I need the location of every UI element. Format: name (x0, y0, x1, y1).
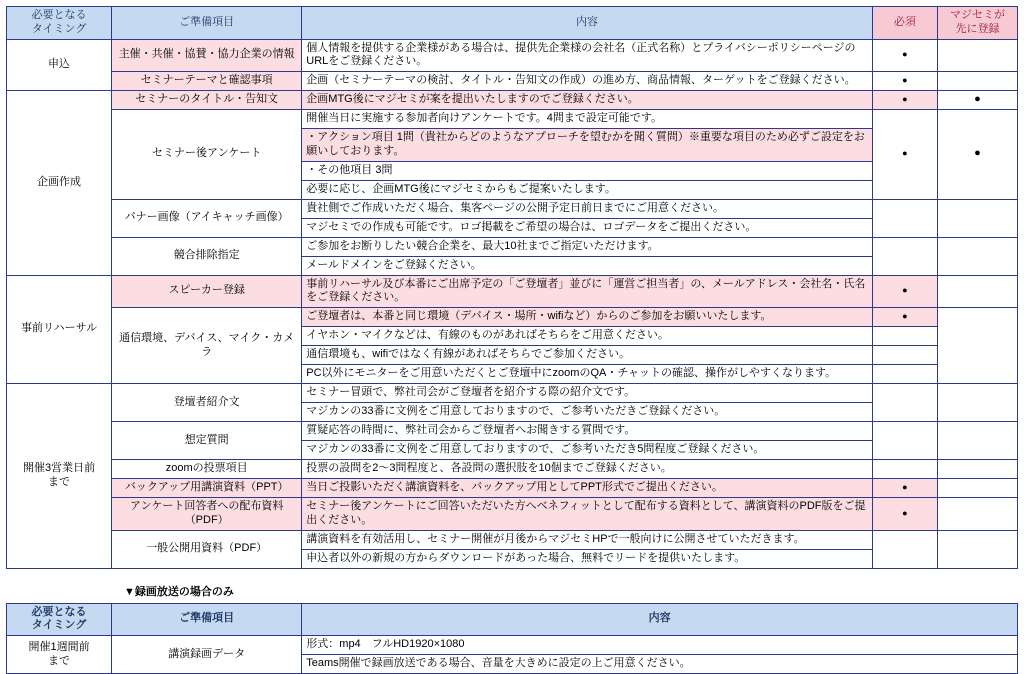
table-row (7, 498, 1018, 531)
recording-content-cell: Teams開催で録画放送である場合、音量を大きめに設定の上ご用意ください。 (302, 655, 1018, 674)
pre-register-mark: ● (937, 110, 1017, 200)
table-row (7, 237, 1018, 256)
timing-line1: 開催3営業日前 (11, 462, 107, 476)
header-pre-line1: マジセミが (942, 9, 1013, 23)
table-row (7, 422, 1018, 441)
content-cell: ・アクション項目 1問（貴社からどのようなアプローチを望むかを聞く質問）※重要な項目のため必ずご設定をお願いしております。 (302, 129, 873, 162)
recording-table-body (7, 603, 1018, 674)
content-cell: PC以外にモニターをご用意いただくとご登壇中にzoomのQA・チャットの確認、操作がしやすくなります。 (302, 365, 873, 384)
table-header (7, 7, 1018, 40)
item-cell: 一般公開用資料（PDF） (112, 530, 302, 568)
item-cell: アンケート回答者への配布資料（PDF） (112, 498, 302, 531)
recording-content-cell: 形式：mp4 フルHD1920×1080 (302, 636, 1018, 655)
required-dot (902, 147, 907, 159)
item-cell: 通信環境、デバイス、マイク・カメラ (112, 308, 302, 384)
table-row (7, 110, 1018, 129)
header-item: ご準備項目 (112, 7, 302, 40)
content-cell: ・その他項目 3問 (302, 161, 873, 180)
pre-register-mark (937, 498, 1017, 531)
content-cell: 個人情報を提供する企業様がある場合は、提供先企業様の会社名（正式名称）とプライバシーポリシーページのURLをご登録ください。 (302, 39, 873, 72)
table-row (7, 530, 1018, 549)
required-mark (872, 110, 937, 200)
required-mark (872, 327, 937, 346)
content-cell: 貴社側でご作成いただく場合、集客ページの公開予定日前日までにご用意ください。 (302, 199, 873, 218)
pre-register-mark (937, 275, 1017, 308)
recording-header-timing-line2: タイミング (11, 619, 107, 633)
required-mark (872, 308, 937, 327)
pre-register-mark (937, 72, 1017, 91)
item-cell: zoomの投票項目 (112, 460, 302, 479)
recording-header-timing (7, 603, 112, 636)
table-row (7, 460, 1018, 479)
required-dot (902, 310, 907, 322)
timing-cell-rehearsal: 事前リハーサル (7, 275, 112, 384)
content-cell: 通信環境も、wifiではなく有線があればそちらでご参加ください。 (302, 346, 873, 365)
pre-register-mark (937, 237, 1017, 275)
preparation-table (6, 6, 1018, 569)
recording-header-content: 内容 (302, 603, 1018, 636)
required-mark (872, 72, 937, 91)
header-timing-line1: 必要となる (11, 9, 107, 23)
header-pre-register (937, 7, 1017, 40)
required-mark (872, 39, 937, 72)
content-cell: 事前リハーサル及び本番にご出席予定の「ご登壇者」並びに「運営ご担当者」の、メールアドレス・会社名・氏名をご登録ください。 (302, 275, 873, 308)
content-cell: マジカンの33番に文例をご用意しておりますので、ご参考いただきご登録ください。 (302, 403, 873, 422)
content-cell: 当日ご投影いただく講演資料を、バックアップ用としてPPT形式でご提出ください。 (302, 479, 873, 498)
required-mark (872, 479, 937, 498)
timing-cell-moushikomi: 申込 (7, 39, 112, 91)
item-cell: 登壇者紹介文 (112, 384, 302, 422)
required-mark (872, 237, 937, 275)
required-mark (872, 199, 937, 237)
table-row (7, 308, 1018, 327)
required-mark (872, 460, 937, 479)
pre-register-mark (937, 39, 1017, 72)
pre-register-mark: ● (937, 91, 1017, 110)
pre-register-mark (937, 530, 1017, 568)
table-row (7, 636, 1018, 655)
recording-timing-cell (7, 636, 112, 674)
header-timing-line2: タイミング (11, 23, 107, 37)
item-cell: スピーカー登録 (112, 275, 302, 308)
content-cell: ご登壇者は、本番と同じ環境（デバイス・場所・wifiなど）からのご参加をお願いいたします。 (302, 308, 873, 327)
table-row (7, 39, 1018, 72)
required-mark (872, 530, 937, 568)
header-required: 必須 (872, 7, 937, 40)
required-mark (872, 365, 937, 384)
timing-cell-3days (7, 384, 112, 569)
table-row (7, 384, 1018, 403)
timing-cell-kikaku: 企画作成 (7, 91, 112, 276)
table-row (7, 72, 1018, 91)
recording-header-row (7, 603, 1018, 636)
required-mark (872, 346, 937, 365)
item-cell: 競合排除指定 (112, 237, 302, 275)
recording-timing-line1: 開催1週間前 (11, 641, 107, 655)
content-cell: マジカンの33番に文例をご用意しておりますので、ご参考いただき5問程度ご登録ください。 (302, 441, 873, 460)
header-content: 内容 (302, 7, 873, 40)
content-cell: 講演資料を有効活用し、セミナー開催が月後からマジセミHPで一般向けに公開させていただきます。 (302, 530, 873, 549)
required-mark (872, 384, 937, 422)
required-mark (872, 91, 937, 110)
pre-register-mark (937, 479, 1017, 498)
table-row (7, 199, 1018, 218)
required-mark (872, 422, 937, 460)
pre-register-mark (937, 460, 1017, 479)
pre-register-mark (937, 384, 1017, 422)
recording-timing-line2: まで (11, 655, 107, 669)
content-cell: 投票の設問を2～3問程度と、各設問の選択肢を10個までご登録ください。 (302, 460, 873, 479)
timing-line2: まで (11, 476, 107, 490)
content-cell: ご参加をお断りしたい競合企業を、最大10社までご指定いただけます。 (302, 237, 873, 256)
header-timing (7, 7, 112, 40)
content-cell: セミナー冒頭で、弊社司会がご登壇者を紹介する際の紹介文です。 (302, 384, 873, 403)
table-row (7, 275, 1018, 308)
table-row (7, 479, 1018, 498)
item-cell: 主催・共催・協賛・協力企業の情報 (112, 39, 302, 72)
pre-register-mark (937, 199, 1017, 237)
pre-register-mark (937, 422, 1017, 460)
header-pre-line2: 先に登録 (942, 23, 1013, 37)
content-cell: 企画MTG後にマジセミが案を提出いたしますのでご登録ください。 (302, 91, 873, 110)
content-cell: 必要に応じ、企画MTG後にマジセミからもご提案いたします。 (302, 180, 873, 199)
table-body (7, 39, 1018, 568)
item-cell: セミナー後アンケート (112, 110, 302, 200)
content-cell: メールドメインをご登録ください。 (302, 256, 873, 275)
recording-item-cell: 講演録画データ (112, 636, 302, 674)
required-mark (872, 275, 937, 308)
pre-register-mark (937, 308, 1017, 384)
content-cell: セミナー後アンケートにご回答いただいた方へベネフィットとして配布する資料として、講演資料のPDF版をご提出ください。 (302, 498, 873, 531)
content-cell: 開催当日に実施する参加者向けアンケートです。4問まで設定可能です。 (302, 110, 873, 129)
content-cell: 質疑応答の時間に、弊社司会からご登壇者へお聞きする質問です。 (302, 422, 873, 441)
content-cell: 申込者以外の新規の方からダウンロードがあった場合、無料でリードを提供いたします。 (302, 549, 873, 568)
item-cell: バックアップ用講演資料（PPT） (112, 479, 302, 498)
header-row (7, 7, 1018, 40)
table-row (7, 91, 1018, 110)
item-cell: セミナーのタイトル・告知文 (112, 91, 302, 110)
item-cell: セミナーテーマと確認事項 (112, 72, 302, 91)
content-cell: 企画（セミナーテーマの検討、タイトル・告知文の作成）の進め方、商品情報、ターゲットをご登録ください。 (302, 72, 873, 91)
item-cell: バナー画像（アイキャッチ画像） (112, 199, 302, 237)
content-cell: イヤホン・マイクなどは、有線のものがあればそちらをご用意ください。 (302, 327, 873, 346)
recording-header-item: ご準備項目 (112, 603, 302, 636)
content-cell: マジセミでの作成も可能です。ロゴ掲載をご希望の場合は、ロゴデータをご提出ください。 (302, 218, 873, 237)
recording-header-timing-line1: 必要となる (11, 606, 107, 620)
required-mark (872, 498, 937, 531)
recording-note: ▼録画放送の場合のみ (124, 583, 1018, 599)
recording-table (6, 603, 1018, 674)
item-cell: 想定質問 (112, 422, 302, 460)
